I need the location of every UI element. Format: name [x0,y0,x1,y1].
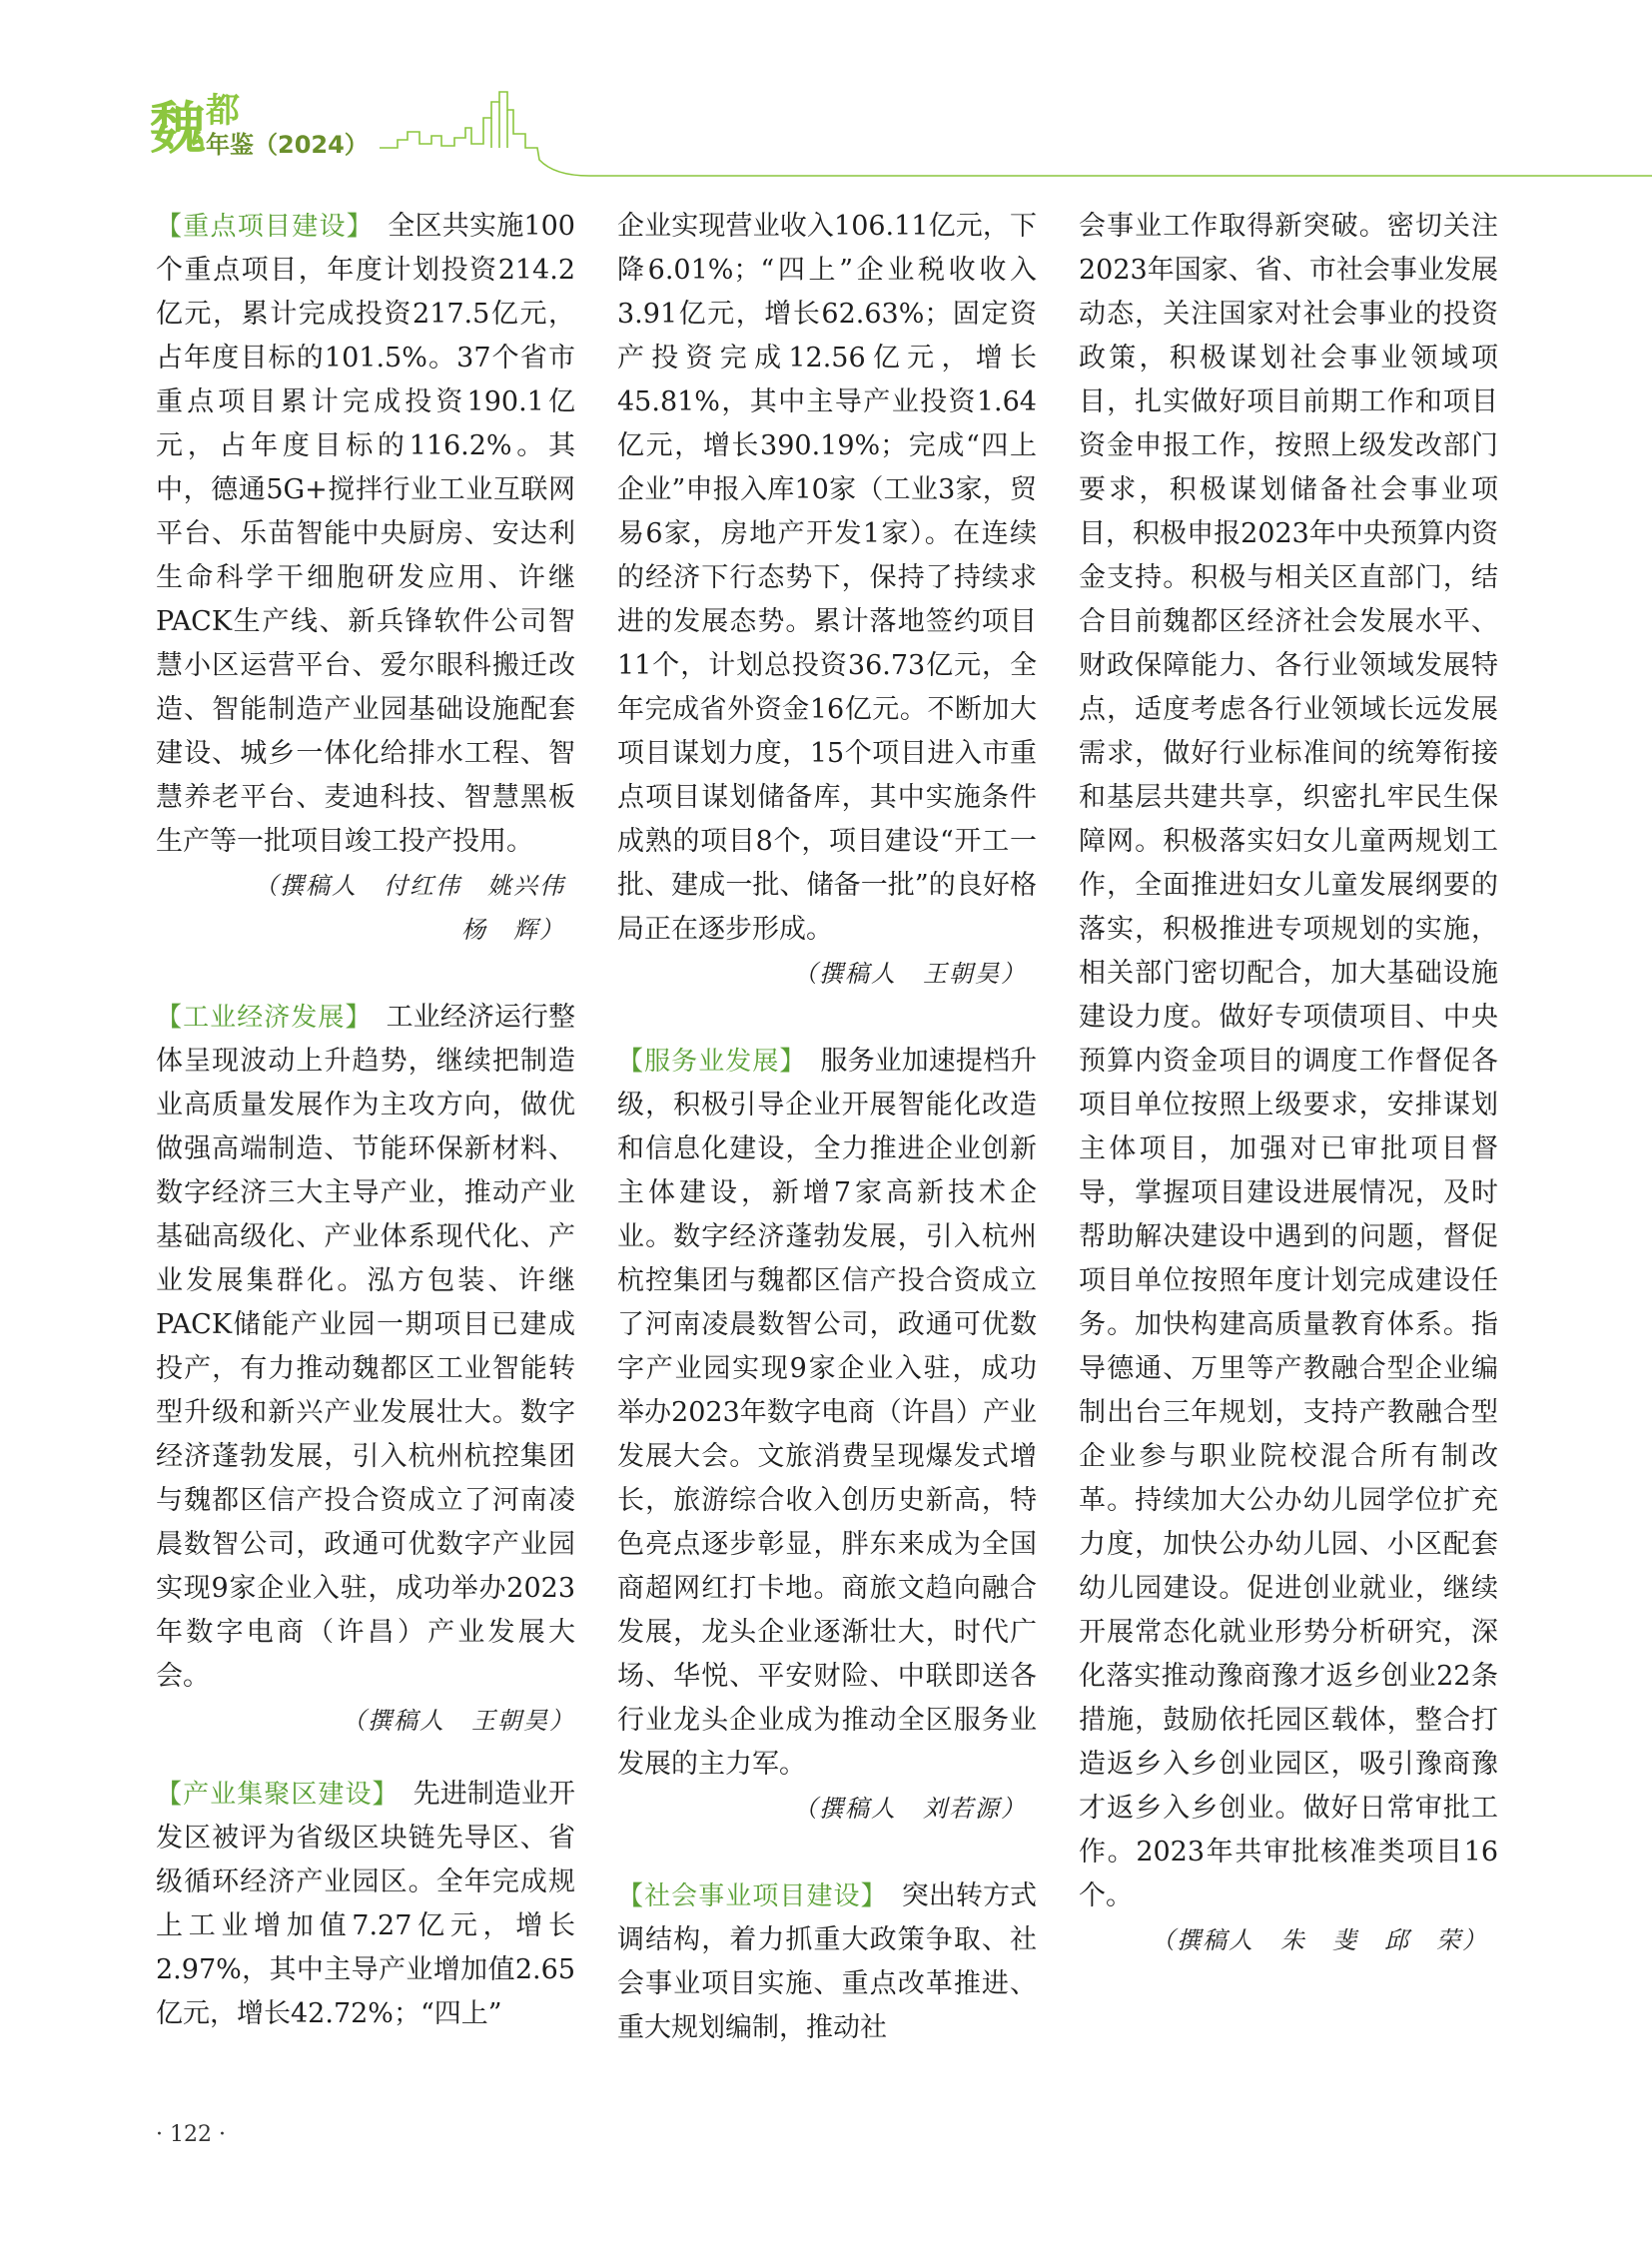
section-service-industry [617,1040,1037,1787]
logo-character-du: 都 [206,91,240,131]
section-body-industrial-economy: 工业经济运行整体呈现波动上升趋势，继续把制造业高质量发展作为主攻方向，做优做强高端制造、节能环保新材料、数字经济三大主导产业，推动产业基础高级化、产业体系现代化、产业发展集群化。泓方包装、许继PACK储能产业园一期项目已建成投产，有力推动魏都区工业智能转型升级和新兴产业发展壮大。数字经济蓬勃发展，引入杭州杭控集团与魏都区信产投合资成立了河南凌晨数智公司，政通可优数字产业园实现9家企业入驻，成功举办2023年数字电商（许昌）产业发展大会。 [156,1002,576,1692]
logo-character-wei: 魏 [150,97,206,162]
section-title-social-projects: 【社会事业项目建设】 [617,1881,875,1911]
section-body-social-projects: 突出转方式调结构，着力抓重大政策争取、社会事业项目实施、重点改革推进、重大规划编制，推动社 [617,1880,1038,2043]
section-body-key-projects: 全区共实施100个重点项目，年度计划投资214.2亿元，累计完成投资217.5亿元，占年度目标的101.5%。37个省市重点项目累计完成投资190.1亿元，占年度目标的116.2%。其中，德通5G+搅拌行业工业互联网平台、乐苗智能中央厨房、安达利生命科学干细胞研发应用、许继PACK生产线、新兵锋软件公司智慧小区运营平台、爱尔眼科搬迁改造、智能制造产业园基础设施配套建设、城乡一体化给排水工程、智慧养老平台、麦迪科技、智慧黑板生产等一批项目竣工投产投用。 [156,211,575,857]
section-continued-text: 企业实现营业收入106.11亿元，下降6.01%；“四上”企业税收收入3.91亿元，增长62.63%；固定资产投资完成12.56亿元，增长45.81%，其中主导产业投资1.64亿元，增长390.19%；完成“四上企业”申报入库10家（工业3家，贸易6家，房地产开发1家）。在连续的经济下行态势下，保持了持续求进的发展态势。累计落地签约项目11个，计划总投资36.73亿元，全年完成省外资金16亿元。不断加大项目谋划力度，15个项目进入市重点项目谋划储备库，其中实施条件成熟的项目8个，项目建设“开工一批、建成一批、储备一批”的良好格局正在逐步形成。 [617,211,1037,945]
section-social-projects [617,1874,1037,2050]
section-title-industrial-cluster: 【产业集聚区建设】 [156,1780,387,1810]
section-key-projects [156,205,575,864]
author-line: （撰稿人 王朝昊） [793,960,1027,988]
section-continued-text: 会事业工作取得新突破。密切关注2023年国家、省、市社会事业发展动态，关注国家对社会事业的投资政策，积极谋划社会事业领域项目，扎实做好项目前期工作和项目资金申报工作，按照上级发改部门要求，积极谋划储备社会事业项目，积极申报2023年中央预算内资金支持。积极与相关区直部门，结合目前魏都区经济社会发展水平、财政保障能力、各行业领域发展特点，适度考虑各行业领域长远发展需求，做好行业标准间的统筹衔接和基层共建共享，织密扎牢民生保障网。积极落实妇女儿童两规划工作，全面推进妇女儿童发展纲要的落实，积极推进专项规划的实施，相关部门密切配合，加大基础设施建设力度。做好专项债项目、中央预算内资金项目的调度工作督促各项目单位按照上级要求，安排谋划主体项目，加强对已审批项目督导，掌握项目建设进展情况，及时帮助解决建设中遇到的问题，督促项目单位按照年度计划完成建设任务。加快构建高质量教育体系。指导德通、万里等产教融合型企业编制出台三年规划，支持产教融合型企业参与职业院校混合所有制改革。持续加大公办幼儿园学位扩充力度，加快公办幼儿园、小区配套幼儿园建设。促进创业就业，继续开展常态化就业形势分析研究，深化落实推动豫商豫才返乡创业22条措施，鼓励依托园区载体，整合打造返乡入乡创业园区，吸引豫商豫才返乡入乡创业。做好日常审批工作。2023年共审批核准类项目16个。 [1079,211,1498,1911]
section-title-industrial-economy: 【工业经济发展】 [156,1003,360,1033]
text-column-left [156,205,575,2036]
section-body-industrial-cluster: 先进制造业开发区被评为省级区块链先导区、省级循环经济产业园区。全年完成规上工业增加值7.27亿元，增长2.97%，其中主导产业增加值2.65亿元，增长42.72%；“四上” [156,1779,575,2029]
yearbook-title: 年鉴（2024） [206,131,369,159]
author-line: （撰稿人 付红伟 姚兴伟 [254,872,565,900]
author-line: （撰稿人 朱 斐 邱 荣） [1151,1926,1488,1954]
text-column-middle [617,205,1037,2050]
skyline-decoration-icon [380,88,1652,180]
text-column-right [1079,205,1498,1962]
page-number: · 122 · [156,2122,226,2147]
author-line: （撰稿人 王朝昊） [342,1707,575,1735]
author-line: （撰稿人 刘若源） [793,1795,1027,1823]
section-industrial-economy [156,996,575,1699]
section-title-service-industry: 【服务业发展】 [617,1047,794,1077]
section-body-service-industry: 服务业加速提档升级，积极引导企业开展智能化改造和信息化建设，全力推进企业创新主体建设，新增7家高新技术企业。数字经济蓬勃发展，引入杭州杭控集团与魏都区信产投合资成立了河南凌晨数智公司，政通可优数字产业园实现9家企业入驻，成功举办2023年数字电商（许昌）产业发展大会。文旅消费呈现爆发式增长，旅游综合收入创历史新高，特色亮点逐步彰显，胖东来成为全国商超网红打卡地。商旅文趋向融合发展，龙头企业逐渐壮大，时代广场、华悦、平安财险、中联即送各行业龙头企业成为推动全区服务业发展的主力军。 [617,1046,1038,1780]
page-header [0,0,1652,180]
author-line: 杨 辉） [461,916,565,944]
section-title-key-projects: 【重点项目建设】 [156,212,361,242]
section-industrial-cluster [156,1773,575,2036]
